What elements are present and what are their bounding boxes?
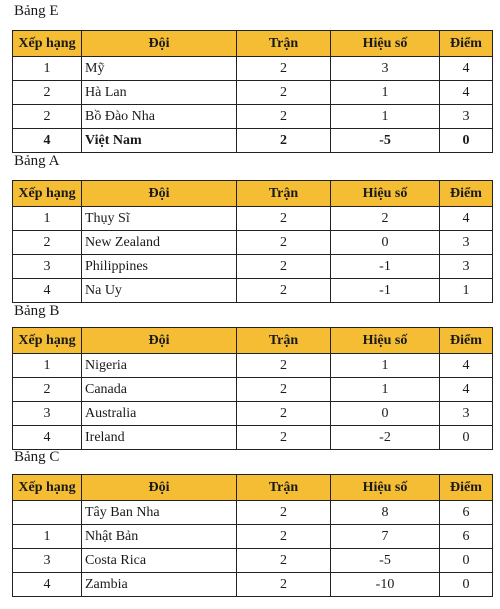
- cell-rank: 2: [13, 231, 82, 255]
- cell-points: 4: [440, 378, 493, 402]
- table-row: [13, 426, 493, 450]
- cell-team: Ireland: [82, 426, 237, 450]
- cell-goal-difference: 7: [331, 525, 440, 549]
- header-rank: Xếp hạng: [13, 181, 82, 207]
- table-row: [13, 129, 493, 153]
- header-team: Đội: [82, 328, 237, 354]
- header-points: Điểm: [440, 31, 493, 57]
- table-row: [13, 231, 493, 255]
- cell-points: 0: [440, 129, 493, 153]
- cell-points: 0: [440, 573, 493, 597]
- cell-goal-difference: -5: [331, 549, 440, 573]
- cell-points: 4: [440, 81, 493, 105]
- header-goal-difference: Hiệu số: [331, 31, 440, 57]
- cell-goal-difference: -5: [331, 129, 440, 153]
- standings-table: [12, 30, 493, 153]
- cell-rank: 2: [13, 81, 82, 105]
- cell-team: New Zealand: [82, 231, 237, 255]
- header-played: Trận: [237, 328, 331, 354]
- standings-table: [12, 474, 493, 597]
- cell-team: Canada: [82, 378, 237, 402]
- cell-points: 3: [440, 231, 493, 255]
- cell-points: 3: [440, 105, 493, 129]
- group-title: Bảng E: [14, 3, 59, 19]
- cell-rank: 1: [13, 354, 82, 378]
- table-row: [13, 525, 493, 549]
- group-title: Bảng B: [14, 303, 60, 319]
- table-row: [13, 549, 493, 573]
- cell-played: 2: [237, 402, 331, 426]
- cell-played: 2: [237, 255, 331, 279]
- table-row: [13, 207, 493, 231]
- cell-team: Mỹ: [82, 57, 237, 81]
- cell-played: 2: [237, 573, 331, 597]
- cell-team: Philippines: [82, 255, 237, 279]
- cell-goal-difference: 2: [331, 207, 440, 231]
- header-team: Đội: [82, 475, 237, 501]
- table-header-row: [13, 31, 493, 57]
- cell-goal-difference: 1: [331, 81, 440, 105]
- cell-points: 4: [440, 207, 493, 231]
- cell-points: 3: [440, 402, 493, 426]
- table-row: [13, 105, 493, 129]
- cell-points: 0: [440, 426, 493, 450]
- cell-points: 0: [440, 549, 493, 573]
- cell-rank: [13, 501, 82, 525]
- cell-played: 2: [237, 231, 331, 255]
- cell-rank: 3: [13, 549, 82, 573]
- cell-team: Na Uy: [82, 279, 237, 303]
- cell-played: 2: [237, 354, 331, 378]
- cell-team: Thụy Sĩ: [82, 207, 237, 231]
- cell-played: 2: [237, 207, 331, 231]
- cell-team: Nhật Bản: [82, 525, 237, 549]
- cell-played: 2: [237, 105, 331, 129]
- cell-goal-difference: 8: [331, 501, 440, 525]
- cell-goal-difference: 1: [331, 378, 440, 402]
- table-row: [13, 354, 493, 378]
- cell-rank: 4: [13, 129, 82, 153]
- cell-played: 2: [237, 279, 331, 303]
- header-rank: Xếp hạng: [13, 31, 82, 57]
- cell-points: 6: [440, 501, 493, 525]
- cell-played: 2: [237, 549, 331, 573]
- cell-rank: 4: [13, 426, 82, 450]
- table-row: [13, 279, 493, 303]
- cell-team: Costa Rica: [82, 549, 237, 573]
- cell-played: 2: [237, 501, 331, 525]
- header-goal-difference: Hiệu số: [331, 475, 440, 501]
- cell-played: 2: [237, 129, 331, 153]
- cell-goal-difference: 1: [331, 354, 440, 378]
- cell-team: Bồ Đào Nha: [82, 105, 237, 129]
- cell-goal-difference: 1: [331, 105, 440, 129]
- group-title: Bảng C: [14, 449, 60, 465]
- cell-rank: 1: [13, 207, 82, 231]
- standings-table: [12, 327, 493, 450]
- cell-team: Tây Ban Nha: [82, 501, 237, 525]
- cell-played: 2: [237, 81, 331, 105]
- table-header-row: [13, 328, 493, 354]
- header-played: Trận: [237, 181, 331, 207]
- cell-goal-difference: 0: [331, 231, 440, 255]
- cell-goal-difference: -2: [331, 426, 440, 450]
- cell-rank: 4: [13, 279, 82, 303]
- cell-points: 4: [440, 57, 493, 81]
- cell-played: 2: [237, 525, 331, 549]
- cell-rank: 1: [13, 57, 82, 81]
- table-row: [13, 255, 493, 279]
- cell-points: 4: [440, 354, 493, 378]
- cell-goal-difference: 3: [331, 57, 440, 81]
- table-row: [13, 402, 493, 426]
- cell-points: 6: [440, 525, 493, 549]
- header-rank: Xếp hạng: [13, 328, 82, 354]
- cell-rank: 3: [13, 255, 82, 279]
- cell-points: 3: [440, 255, 493, 279]
- table-row: [13, 57, 493, 81]
- header-points: Điểm: [440, 475, 493, 501]
- cell-goal-difference: 0: [331, 402, 440, 426]
- cell-rank: 4: [13, 573, 82, 597]
- standings-table: [12, 180, 493, 303]
- header-goal-difference: Hiệu số: [331, 328, 440, 354]
- header-points: Điểm: [440, 181, 493, 207]
- cell-team: Việt Nam: [82, 129, 237, 153]
- cell-team: Zambia: [82, 573, 237, 597]
- cell-team: Australia: [82, 402, 237, 426]
- header-played: Trận: [237, 475, 331, 501]
- header-played: Trận: [237, 31, 331, 57]
- group-title: Bảng A: [14, 153, 60, 169]
- cell-rank: 3: [13, 402, 82, 426]
- cell-team: Hà Lan: [82, 81, 237, 105]
- cell-goal-difference: -1: [331, 255, 440, 279]
- cell-played: 2: [237, 378, 331, 402]
- table-row: [13, 501, 493, 525]
- cell-team: Nigeria: [82, 354, 237, 378]
- header-points: Điểm: [440, 328, 493, 354]
- table-row: [13, 573, 493, 597]
- header-team: Đội: [82, 181, 237, 207]
- table-row: [13, 378, 493, 402]
- cell-points: 1: [440, 279, 493, 303]
- cell-goal-difference: -1: [331, 279, 440, 303]
- cell-rank: 2: [13, 378, 82, 402]
- cell-goal-difference: -10: [331, 573, 440, 597]
- cell-rank: 2: [13, 105, 82, 129]
- cell-rank: 1: [13, 525, 82, 549]
- cell-played: 2: [237, 426, 331, 450]
- cell-played: 2: [237, 57, 331, 81]
- table-header-row: [13, 181, 493, 207]
- table-row: [13, 81, 493, 105]
- header-rank: Xếp hạng: [13, 475, 82, 501]
- table-header-row: [13, 475, 493, 501]
- header-goal-difference: Hiệu số: [331, 181, 440, 207]
- header-team: Đội: [82, 31, 237, 57]
